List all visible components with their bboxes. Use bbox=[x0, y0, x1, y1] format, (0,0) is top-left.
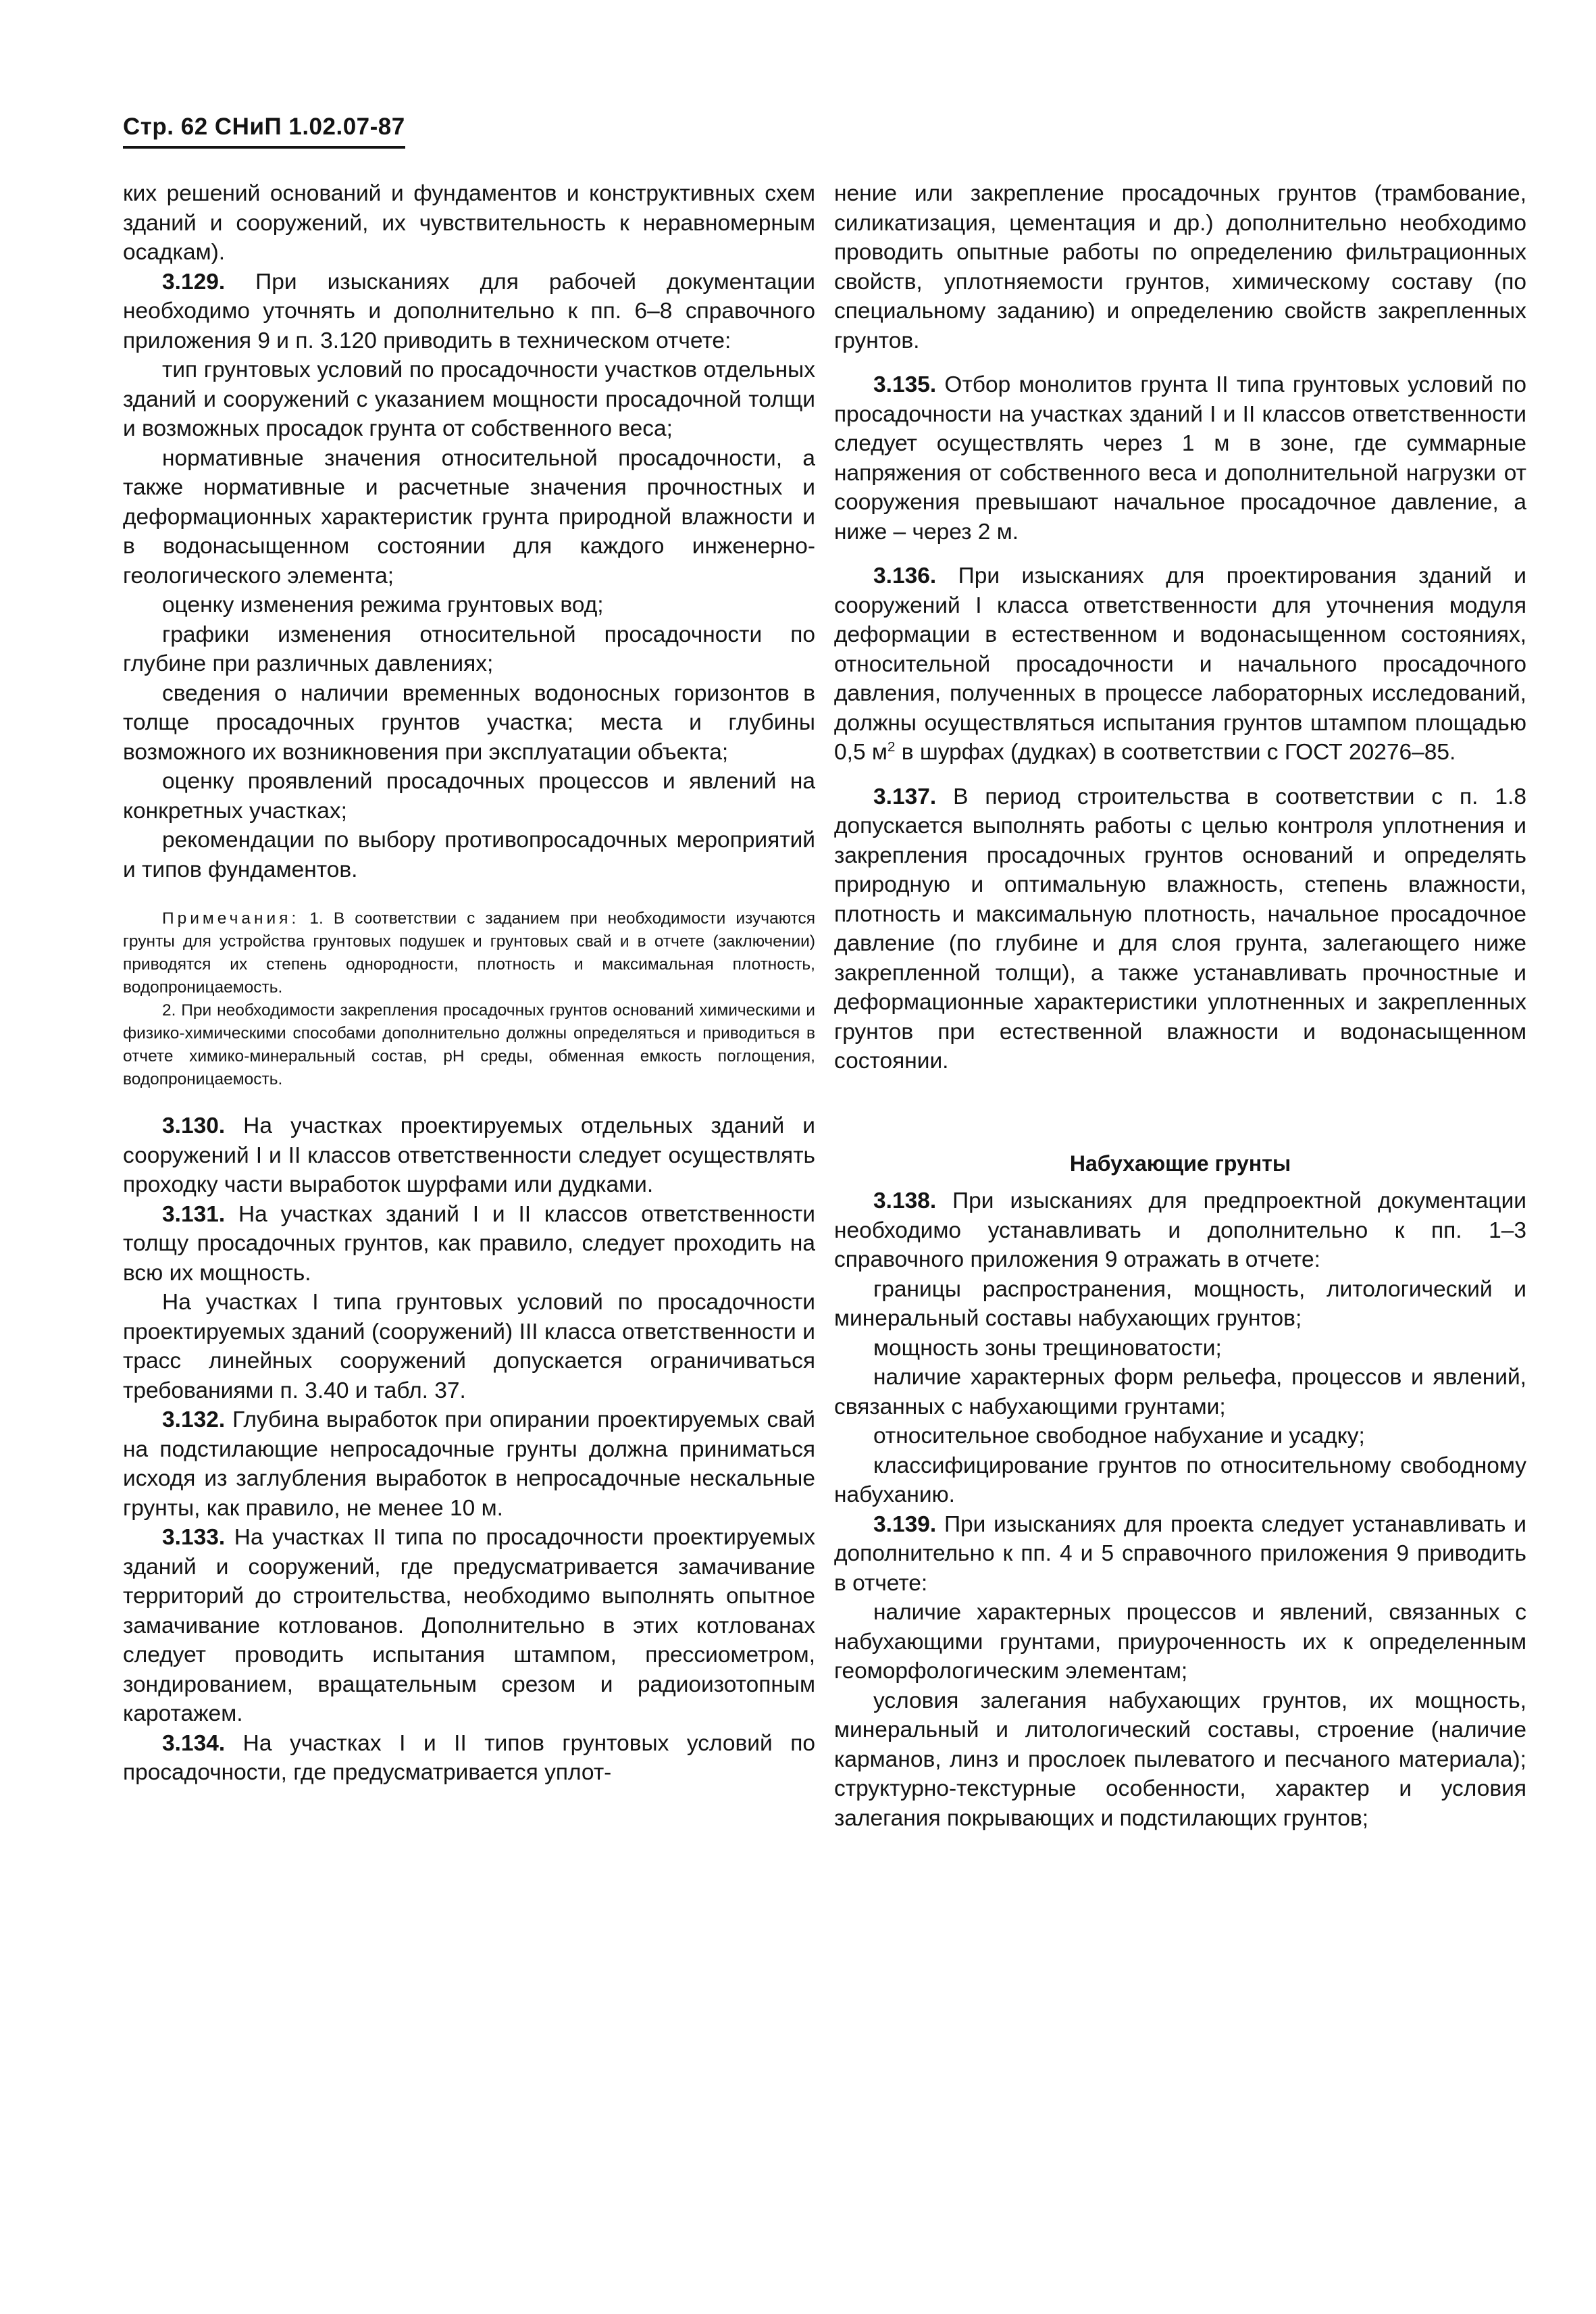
clause-3-132 bbox=[123, 1405, 815, 1523]
clause-text: При изысканиях для предпроектной документации необходимо устанавливать и дополнительно к пп. 1–3 справочного приложения 9 отражать в отчете: bbox=[834, 1188, 1526, 1272]
clause-3-130 bbox=[123, 1111, 815, 1200]
clause-text: На участках II типа по просадочности проектируемых зданий и сооружений, где предусматривается замачивание территорий до строительства, необходимо выполнять опытное замачивание котлованов. Дополнительно в этих котлованах следует проводить испытания штампом, прессиометром, зондированием, вращательным срезом и радиоизотопным каротажем. bbox=[123, 1525, 815, 1726]
clause-3-135 bbox=[834, 370, 1526, 547]
clause-number: 3.131. bbox=[162, 1201, 226, 1227]
list-item: оценку проявлений просадочных процессов и явлений на конкретных участках; bbox=[123, 769, 815, 824]
list-item: относительное свободное набухание и усадку; bbox=[873, 1424, 1365, 1449]
clause-3-131 bbox=[123, 1200, 815, 1288]
list-item: классифицирование грунтов по относительному свободному набуханию. bbox=[834, 1453, 1526, 1507]
clause-3-129 bbox=[123, 268, 815, 356]
clause-text: При изысканиях для проекта следует устанавливать и дополнительно к пп. 4 и 5 справочного приложения 9 приводить в отчете: bbox=[834, 1511, 1526, 1596]
clause-number: 3.135. bbox=[873, 372, 937, 397]
clause-number: 3.134. bbox=[162, 1730, 226, 1756]
list-item: границы распространения, мощность, литологический и минеральный составы набухающих грунтов; bbox=[834, 1276, 1526, 1331]
clause-text: Глубина выработок при опирании проектируемых свай на подстилающие непросадочные грунты должна приниматься исходя из заглубления выработок в непросадочные нескальные грунты, как правило, не менее 10 м. bbox=[123, 1407, 815, 1521]
list-item: нормативные значения относительной просадочности, а также нормативные и расчетные значения прочностных и деформационных характеристик грунта природной влажности и в водонасыщенном состоянии для каждого инженерно-геологического элемента; bbox=[123, 445, 815, 588]
clause-text: При изысканиях для проектирования зданий и сооружений I класса ответственности для уточнения модуля деформации в естественном и водонасыщенном состояниях, относительной просадочности и начального просадочного давления, полученных в процессе лабораторных исследований, должны осуществляться испытания грунтов штампом площадью 0,5 м bbox=[834, 563, 1527, 765]
left-column bbox=[123, 179, 815, 1788]
clause-text: При изысканиях для рабочей документации необходимо уточнять и дополнительно к пп. 6–8 справочного приложения 9 и п. 3.120 приводить в техническом отчете: bbox=[123, 269, 815, 353]
page-header: Стр. 62 СНиП 1.02.07-87 bbox=[123, 114, 405, 149]
clause-number: 3.132. bbox=[162, 1407, 226, 1432]
clause-text-end: в шурфах (дудках) в соответствии с ГОСТ 20276–85. bbox=[895, 740, 1456, 765]
note-2: 2. При необходимости закрепления просадочных грунтов оснований химическими и физико-химическими способами дополнительно должны определяться и приводиться в отчете химико-минеральный состав, pH среды, обменная емкость поглощения, водопроницаемость. bbox=[123, 1001, 815, 1088]
clause-3-138 bbox=[834, 1186, 1526, 1275]
clause-3-136 bbox=[834, 561, 1526, 768]
clause-text: В период строительства в соответствии с п. 1.8 допускается выполнять работы с целью контроля уплотнения и закрепления просадочных грунтов оснований и определять природную и оптимальную влажность, степень влажности, плотность и максимальную плотность, начальное просадочное давление (по глубине и для слоя грунта, залегающего ниже закрепленной толщи), а также устанавливать прочностные и деформационные характеристики уплотненных и закрепленных грунтов при естественной влажности и водонасыщенном состоянии. bbox=[834, 784, 1526, 1074]
clause-3-137 bbox=[834, 782, 1526, 1076]
note-text: 1. В соответствии с заданием при необходимости изучаются грунты для устройства грунтовых подушек и грунтовых свай и в отчете (заключении) приводятся их степень однородности, плотность и максимальная плотность, водопроницаемость. bbox=[123, 909, 815, 997]
list-item: тип грунтовых условий по просадочности участков отдельных зданий и сооружений с указанием мощности просадочной толщи и возможных просадок грунта от собственного веса; bbox=[123, 357, 815, 441]
continued-paragraph: нение или закрепление просадочных грунтов (трамбование, силикатизация, цементация и др.) дополнительно необходимо проводить опытные работы по определению фильтрационных свойств, уплотняемости грунтов, химическому составу (по специальному заданию) и определению свойств закрепленных грунтов. bbox=[834, 181, 1526, 353]
clause-number: 3.130. bbox=[162, 1113, 226, 1138]
note-1 bbox=[123, 907, 815, 999]
list-item: оценку изменения режима грунтовых вод; bbox=[162, 593, 604, 618]
clause-3-131-continued: На участках I типа грунтовых условий по просадочности проектируемых зданий (сооружений) III класса ответственности и трасс линейных сооружений допускается ограничиваться требованиями п. 3.40 и табл. 37. bbox=[123, 1290, 815, 1403]
list-item: мощность зоны трещиноватости; bbox=[873, 1335, 1222, 1361]
clause-text: Отбор монолитов грунта II типа грунтовых условий по просадочности на участках зданий I и II классов ответственности следует осуществлять через 1 м в зоне, где суммарные напряжения от собственного веса и дополнительной нагрузки от сооружения превышают начальное просадочное давление, а ниже – через 2 м. bbox=[834, 372, 1526, 545]
clause-3-134 bbox=[123, 1729, 815, 1788]
clause-text: На участках зданий I и II классов ответственности толщу просадочных грунтов, как правило, следует проходить на всю их мощность. bbox=[123, 1201, 815, 1286]
right-column bbox=[834, 179, 1526, 1833]
clause-number: 3.133. bbox=[162, 1525, 226, 1550]
clause-number: 3.138. bbox=[873, 1188, 937, 1213]
clause-number: 3.137. bbox=[873, 784, 937, 809]
clause-3-133 bbox=[123, 1523, 815, 1729]
list-item: графики изменения относительной просадочности по глубине при различных давлениях; bbox=[123, 622, 815, 676]
notes-label: Примечания: bbox=[162, 909, 300, 928]
continued-paragraph: ких решений оснований и фундаментов и конструктивных схем зданий и сооружений, их чувствительность к неравномерным осадкам). bbox=[123, 181, 815, 265]
clause-text: На участках проектируемых отдельных зданий и сооружений I и II классов ответственности следует осуществлять проходку части выработок шурфами или дудками. bbox=[123, 1113, 816, 1197]
clause-number: 3.129. bbox=[162, 269, 226, 295]
clause-text: На участках I и II типов грунтовых условий по просадочности, где предусматривается уплот- bbox=[123, 1730, 815, 1785]
clause-3-139 bbox=[834, 1510, 1526, 1599]
list-item: условия залегания набухающих грунтов, их мощность, минеральный и литологический составы, строение (наличие карманов, линз и прослоек пылеватого и песчаного материала); структурно-текстурные особенности, характер и условия залегания покрывающих и подстилающих грунтов; bbox=[834, 1688, 1526, 1831]
clause-number: 3.136. bbox=[873, 563, 937, 588]
section-title: Набухающие грунты bbox=[1069, 1151, 1291, 1176]
superscript: 2 bbox=[887, 738, 896, 755]
list-item: сведения о наличии временных водоносных горизонтов в толще просадочных грунтов участка; места и глубины возможного их возникновения при эксплуатации объекта; bbox=[123, 680, 815, 765]
notes-block bbox=[123, 907, 815, 1091]
clause-number: 3.139. bbox=[873, 1511, 937, 1537]
list-item: рекомендации по выбору противопросадочных мероприятий и типов фундаментов. bbox=[123, 828, 815, 882]
list-item: наличие характерных форм рельефа, процессов и явлений, связанных с набухающими грунтами; bbox=[834, 1365, 1526, 1419]
list-item: наличие характерных процессов и явлений, связанных с набухающими грунтами, приуроченность их к определенным геоморфологическим элементам; bbox=[834, 1600, 1526, 1684]
